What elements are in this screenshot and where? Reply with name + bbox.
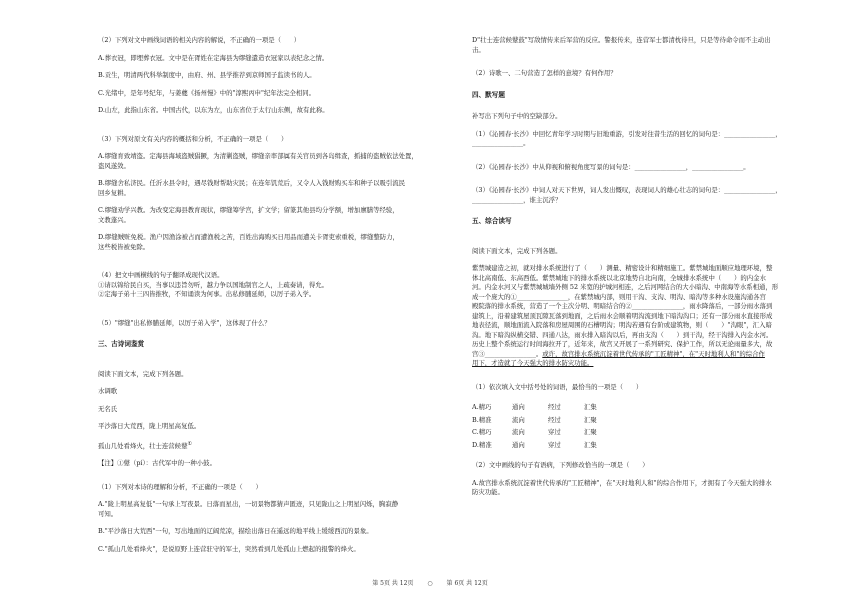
passage-line: 体北高南低、东高西低。紫禁城地下的排水系统以北京地势自北向南，全城排水系统中（ ）的内金水 (472, 273, 766, 282)
option-d-cont: 击。 (472, 45, 485, 54)
dictation-1: （1）《沁园春·长沙》中回忆青年学习时期与旧地重游，引发对往昔生活的回忆的词句是：________________， (472, 129, 782, 138)
page-divider-icon: ○ (427, 580, 433, 587)
underlined-sentence: 或许，故宫排水系统沉淀着世代传承的"工匠精神"，在"天时地利人和"的综合作 (542, 349, 765, 358)
option-word: 穿过 (548, 428, 561, 436)
option-b: B.缪缝舍私济民。任沂水县令时，遇尽钱财帮助灾民；在连年饥荒后，又令人入钱财购买车和种子以吸引流民 (98, 179, 406, 187)
option-label: D.精准 (472, 440, 492, 449)
option-c: C.缪缝劝学兴教。为改变定海县教育现状，缪缝筹学宫，扩文学；留篆其他县均分学额，增加廪膳等经验， (98, 206, 399, 214)
option-d-line: D"壮士连营候鼙鼓"写敌情传来后军营的反应。警报传来，连营军士都清枕待旦，只是等待命令而不主动出 (472, 36, 771, 44)
poem-title: 水调歌 (98, 387, 118, 395)
passage-line: 地表径流，顺地面流入院落和房屋周围的石槽明沟；明沟若遇有台阶或建筑物，则（ ）"沟眼"，汇入暗 (472, 321, 772, 329)
footnote-marker: ① (187, 440, 192, 447)
option-row (472, 416, 832, 426)
passage-line: 紫禁城建造之初，就对排水系统进行了（ ）测量、精密设计和精细施工。紫禁城地面顺应地理环境，整 (472, 264, 773, 272)
option-word: 汇聚 (584, 415, 597, 424)
reading-question-2: （2）文中画线的句子有语病，下列修改恰当的一项是（ ） (472, 461, 649, 469)
question-4 (98, 271, 450, 300)
answer-options (472, 403, 832, 450)
question-text: （5）"缪缝"出私修脯延师，以厉子弟入学"，这体现了什么？ (98, 318, 271, 327)
option-b: B."平沙落日大荒西"一句，写出地面的辽阔荒凉，描绘出落日在遥远的地平线上缓缓西沉的景象。 (98, 527, 373, 536)
reading-instruction: 阅读下面文本，完成下列各题。 (98, 369, 188, 378)
question-2 (98, 36, 450, 116)
option-a-cont: 可知。 (98, 509, 118, 518)
reading-instruction: 阅读下面文本，完成下列各题。 (472, 246, 562, 255)
left-column (98, 36, 450, 565)
option-word: 汇集 (584, 440, 597, 449)
option-word: 流向 (512, 415, 525, 424)
option-word: 穿过 (548, 440, 561, 449)
poem-note: 【注】①鼙（pí）：古代军中的一种小鼓。 (98, 459, 216, 468)
option-label: C.精巧 (472, 428, 492, 436)
question-text: （4）把文中画横线的句子翻译成现代汉语。 (98, 271, 224, 279)
option-a: A.缪缝育致靖盗。定海县海域盗贼猖獗，为清剿盗贼，缪缝亲率部属有关官员到各岛缉查，抓捕的盗贼依法处置， (98, 152, 418, 160)
option-a-cont: 盗风遂敛。 (98, 161, 130, 170)
page-number-right: 第 6页 共 12页 (446, 580, 488, 587)
underlined-sentence-cont: 用下，才造就了今天强大的排水防灾功能。 (472, 359, 594, 367)
option-word: 经过 (548, 415, 561, 424)
option-word: 经过 (548, 403, 561, 411)
option-c: C.光绪中，是年号纪年，与姜夔《扬州慢》中的"淳熙丙申"纪年法完全相同。 (98, 88, 316, 97)
option-a-cont: 防灾功能。 (472, 488, 504, 496)
section-heading: 五、综合读写 (472, 217, 512, 225)
option-b: B.贡生，明清两代科举制度中，由府、州、县学推荐到京师国子监读书的人。 (98, 71, 316, 79)
option-label: A.精巧 (472, 403, 492, 411)
dictation-3-cont: ________________，谁主沉浮？ (472, 195, 562, 204)
page-footer (0, 578, 860, 587)
dictation-instruction: 补写出下列句子中的空缺部分。 (472, 112, 562, 120)
option-b-cont: 回乡复耕。 (98, 188, 130, 197)
question-text: （1）下列对本诗的理解和分析，不正确的一项是（ ） (98, 482, 262, 491)
poem-line-1: 平沙落日大荒西，陇上明星高复低。 (98, 422, 201, 430)
dictation-2: （2）《沁园春·长沙》中从仰视和俯视角度写景的词句是：________________，________________。 (472, 162, 750, 171)
poem-author: 无名氏 (98, 404, 118, 413)
passage-blank-3: 宫③________________。 (472, 349, 543, 358)
option-row (472, 428, 832, 438)
option-word: 通向 (512, 403, 525, 411)
passage-line: 河。内金水河又与紫禁城城墙外侧 52 米宽的护城河相连，之后河网结合的大小暗沟、中南海等水系相通，形 (472, 283, 779, 291)
option-d: D.缪缝贼赃免税。渔户因渔涂被占而遭渔税之苦，百姓出海购买日用品而遭关卡胥吏索重税，缪缝整防力， (98, 233, 399, 241)
option-a: A."陇上明星高复低"一句承上写夜景。日落而星出，一切景物都猜声匿迹，只见陇山之上明星闪烁，胸寂静 (98, 500, 399, 509)
option-word: 流向 (512, 428, 525, 436)
sentence-1: ①请以锦给民自买，当事以违旨勿听，越力争以国地制官之人，上疏奏请，得允。 (98, 280, 329, 289)
option-word: 汇集 (584, 403, 597, 411)
passage-line: 殿院落的排水系统，营造了一个主次分明、明暗结合的②________________，雨水降落后，一部分雨水落到 (472, 302, 773, 310)
option-word: 汇聚 (584, 428, 597, 436)
dictation-1-cont: ________________。 (472, 139, 530, 147)
option-a: A.葬衣冠，即埋葬衣冠。文中是在胥姓在定海县为缪缝遣造衣冠家以表纪念之情。 (98, 53, 329, 62)
poem-line-2-text: 孤山几处看烽火，壮士连营候鼙 (98, 441, 188, 450)
question-text: （3）下列对原文有关内容的概括和分析，不正确的一项是（ ） (98, 134, 288, 143)
option-c: C."孤山几处看烽火"，是说原野上连营驻守的军士，突然看到几处孤山上燃起的报警的烽火。 (98, 544, 360, 553)
passage-line: 沟。地下暗沟纵横交错、四通八达，雨水排入暗沟以后，再由支沟（ ）到干沟，经干沟排入内金水河。 (472, 330, 773, 339)
option-c-cont: 文教蓬兴。 (98, 215, 130, 224)
passage-line: 成一个庞大的①________________，在紫禁城内部，则用干沟、支沟、明沟、暗沟等多种水设施沟通各宫 (472, 292, 766, 301)
passage-line: 历史上整个系统运行时间海拉开了，近年来，故宫又开展了一系列研究、保护工作，所以无论雨量多大，故 (472, 340, 773, 348)
sentence-2: ②定海子弟十三四皆推牧，不知诵读为何事。出私修脯延师，以厉子弟入学。 (98, 290, 316, 298)
right-column (472, 36, 832, 498)
option-row (472, 441, 832, 451)
option-row (472, 403, 832, 413)
passage-line (472, 350, 832, 360)
dictation-3: （3）《沁园春·长沙》中词人对天下世界，词人发出慨叹，表现词人的雄心壮志的词句是：________________， (472, 186, 782, 194)
option-word: 通向 (512, 440, 525, 449)
question-5 (98, 319, 450, 329)
poem-question-2: （2）诗歌一、二句营造了怎样的意境？有何作用？ (472, 69, 617, 77)
passage-line: 建筑上，沿着建筑屋顶瓦隙瓦落到地面，之后雨水会顺着明沟流到地下暗沟沟口；还有一部分雨水直接形成 (472, 311, 773, 320)
option-d: D.山左，此指山东省。中国古代，以东为左，山东省位于太行山东侧，故有此称。 (98, 106, 329, 114)
reading-question-1: （1）依次填入文中括号处的词语，最恰当的一项是（ ） (472, 382, 643, 391)
poem-line-2 (98, 440, 450, 452)
question-text: （2）下列对文中画线词语的相关内容的解说，不正确的一项是（ ） (98, 36, 301, 44)
section-heading: 四、默写题 (472, 90, 505, 99)
option-d-cont: 这些税皆被免除。 (98, 242, 150, 251)
option-label: B.精准 (472, 415, 492, 424)
section-heading: 三、古诗词鉴赏 (98, 340, 145, 348)
page-number-left: 第 5页 共 12页 (372, 580, 414, 587)
option-a: A.故宫排水系统沉淀着世代传承的"工匠精神"，在"天时地利人和"的综合作用下，才拥有了今天强大的排水 (472, 478, 772, 487)
poem-question-1 (98, 483, 450, 555)
question-3 (98, 135, 450, 253)
